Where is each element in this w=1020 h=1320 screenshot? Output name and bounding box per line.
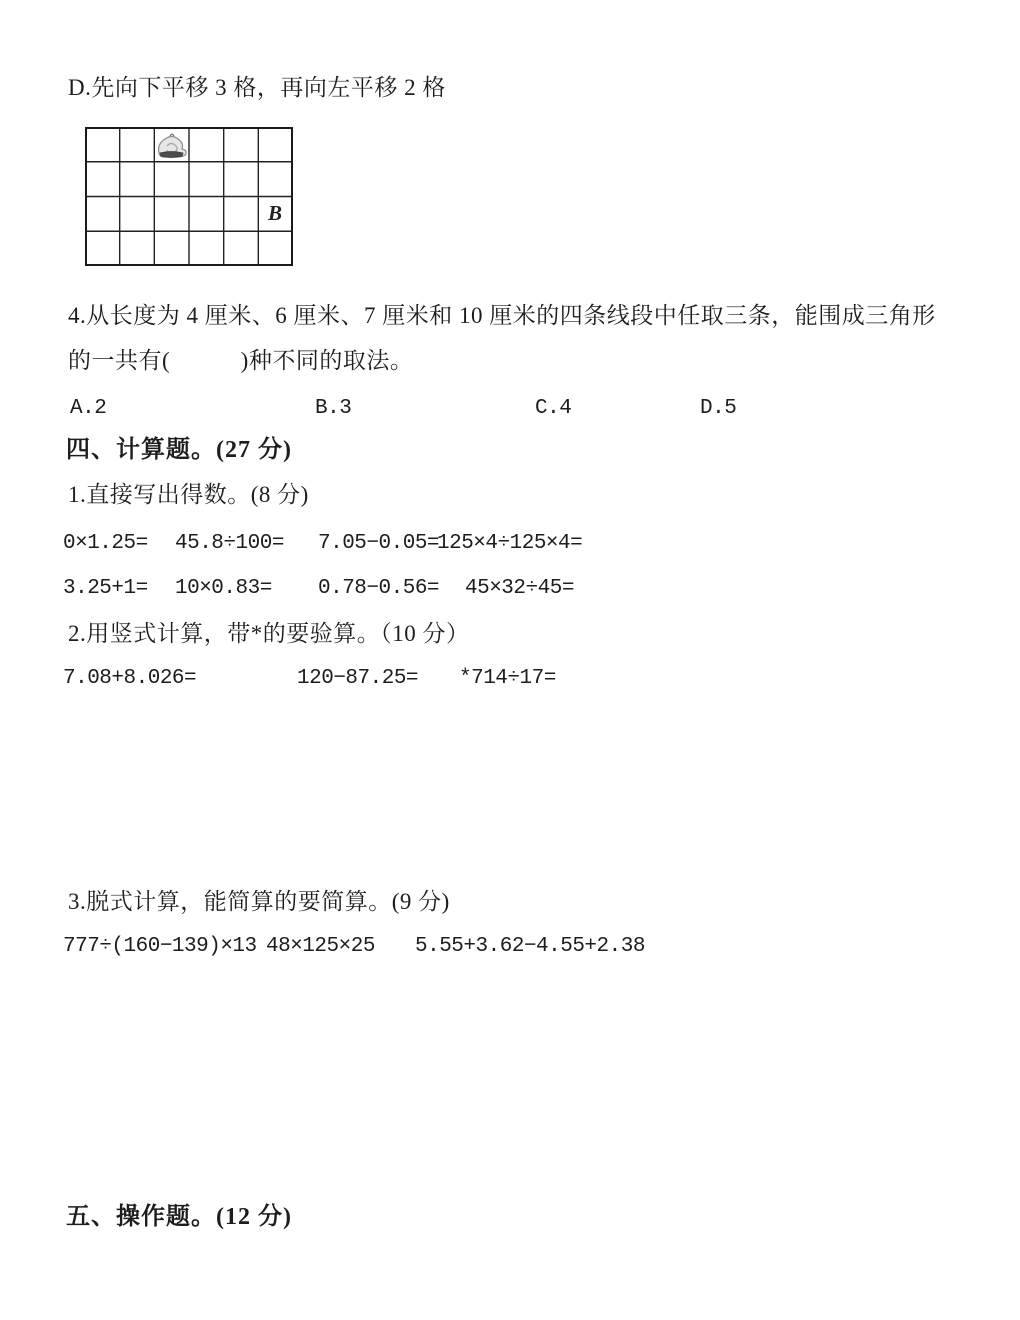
grid-label-b: B	[268, 201, 283, 225]
option-c: C.4	[535, 397, 572, 420]
vertical-expr: 120−87.25=	[297, 667, 419, 690]
oral-expr: 0×1.25=	[63, 532, 148, 555]
section4-title: 四、计算题。(27 分)	[66, 437, 292, 463]
choice-d-line: D.先向下平移 3 格，再向左平移 2 格	[68, 75, 446, 100]
option-a: A.2	[70, 397, 107, 420]
option-b: B.3	[315, 397, 352, 420]
vertical-expr: *714÷17=	[459, 667, 556, 690]
simplify-expr: 5.55+3.62−4.55+2.38	[415, 935, 645, 958]
oral-expr: 45.8÷100=	[175, 532, 284, 555]
oral-expr: 10×0.83=	[175, 577, 272, 600]
section5-title: 五、操作题。(12 分)	[66, 1204, 292, 1230]
translation-grid	[85, 127, 293, 266]
oral-expr: 45×32÷45=	[465, 577, 574, 600]
oral-calc-title: 1.直接写出得数。(8 分)	[68, 482, 309, 507]
oral-expr: 3.25+1=	[63, 577, 148, 600]
oral-expr: 0.78−0.56=	[318, 577, 440, 600]
question4-line1: 4.从长度为 4 厘米、6 厘米、7 厘米和 10 厘米的四条线段中任取三条，能围成三角形	[68, 303, 936, 328]
vertical-calc-title: 2.用竖式计算，带*的要验算。（10 分）	[68, 621, 470, 646]
simplify-calc-title: 3.脱式计算，能简算的要简算。(9 分)	[68, 889, 450, 914]
option-d: D.5	[700, 397, 737, 420]
simplify-expr: 777÷(160−139)×13	[63, 935, 257, 958]
snail-icon	[155, 131, 189, 161]
question4-line2: 的一共有( )种不同的取法。	[68, 348, 414, 373]
vertical-expr: 7.08+8.026=	[63, 667, 197, 690]
simplify-expr: 48×125×25	[266, 935, 375, 958]
grid-svg	[85, 127, 293, 266]
oral-expr: 7.05−0.05=	[318, 532, 440, 555]
oral-expr: 125×4÷125×4=	[437, 532, 583, 555]
